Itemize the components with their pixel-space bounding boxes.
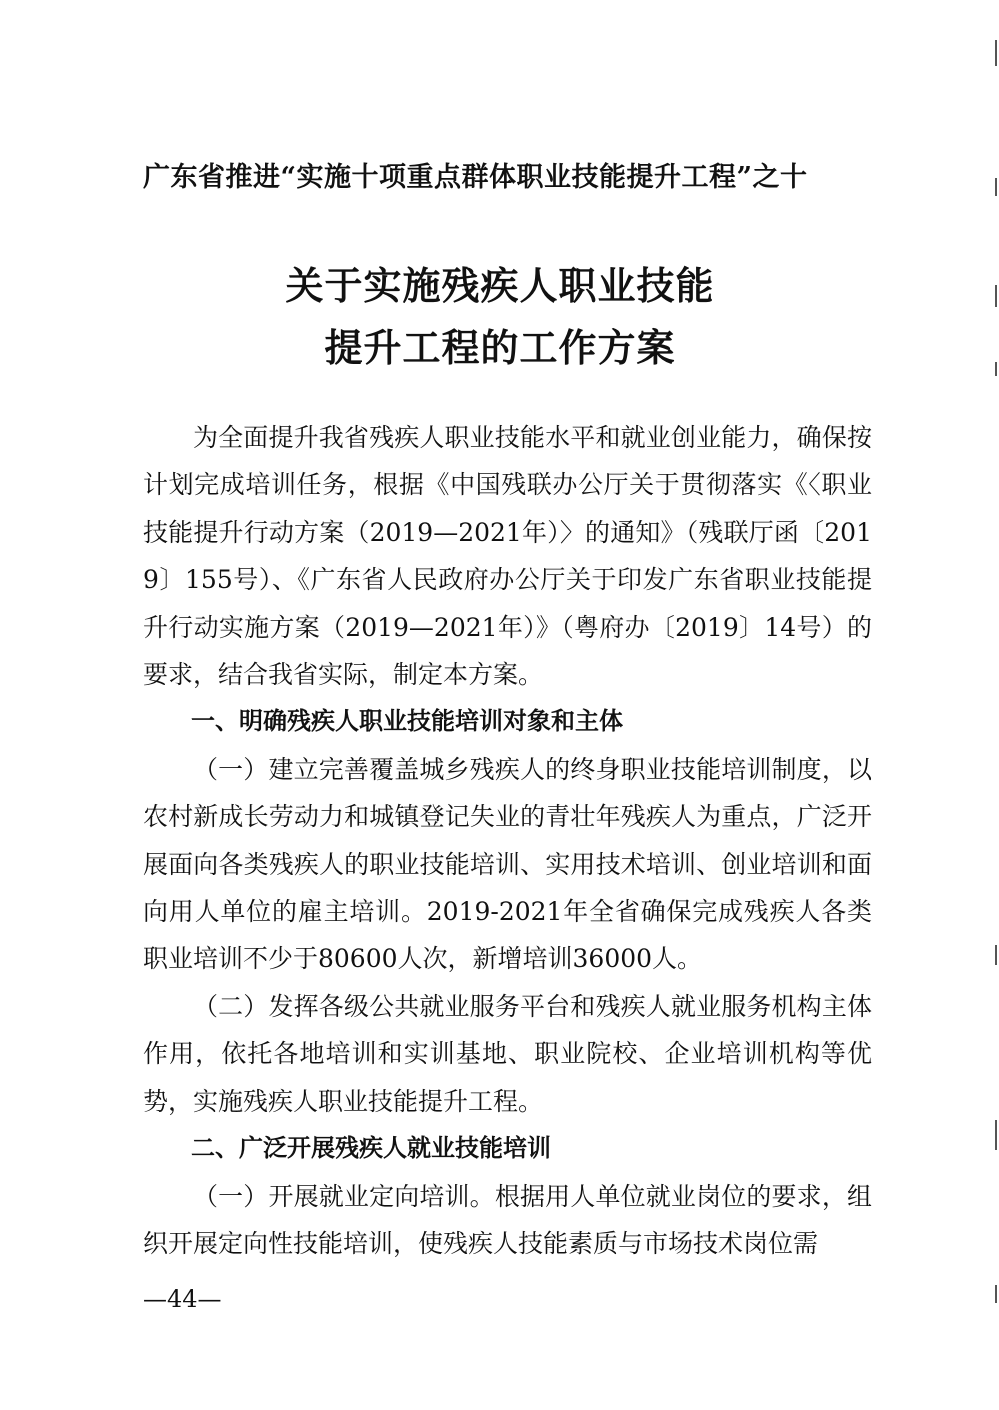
document-title bbox=[140, 255, 860, 379]
document-title-line-2: 提升工程的工作方案 bbox=[324, 325, 676, 370]
binding-edge-mark bbox=[995, 40, 997, 66]
section-1-heading: 一、明确残疾人职业技能培训对象和主体 bbox=[191, 707, 623, 736]
intro-paragraph: 为全面提升我省残疾人职业技能水平和就业创业能力，确保按计划完成培训任务，根据《中国残联办公厅关于贯彻落实《〈职业技能提升行动方案（2019—2021年）〉的通知》（残联厅函〔2019〕155号）、《广东省人民政府办公厅关于印发广东省职业技能提升行动实施方案（2019—2021年）》（粤府办〔2019〕14号）的要求，结合我省实际，制定本方案。 bbox=[143, 423, 872, 690]
binding-edge-mark bbox=[995, 285, 997, 307]
document-body bbox=[143, 414, 872, 1267]
binding-edge-mark bbox=[995, 178, 997, 196]
section-2-heading: 二、广泛开展残疾人就业技能培训 bbox=[191, 1134, 551, 1163]
series-title: 广东省推进“实施十项重点群体职业技能提升工程”之十 bbox=[143, 162, 808, 193]
section-1-item-2: （二）发挥各级公共就业服务平台和残疾人就业服务机构主体作用，依托各地培训和实训基地、职业院校、企业培训机构等优势，实施残疾人职业技能提升工程。 bbox=[143, 991, 872, 1116]
section-2-item-1: （一）开展就业定向培训。根据用人单位就业岗位的要求，组织开展定向性技能培训，使残疾人技能素质与市场技术岗位需 bbox=[143, 1181, 872, 1258]
binding-edge-mark bbox=[995, 1120, 997, 1150]
document-title-line-1: 关于实施残疾人职业技能 bbox=[285, 263, 715, 308]
binding-edge-mark bbox=[995, 1285, 997, 1303]
binding-edge-mark bbox=[995, 362, 997, 376]
binding-edge-mark bbox=[995, 945, 997, 965]
section-1-item-1: （一）建立完善覆盖城乡残疾人的终身职业技能培训制度，以农村新成长劳动力和城镇登记失业的青壮年残疾人为重点，广泛开展面向各类残疾人的职业技能培训、实用技术培训、创业培训和面向用人单位的雇主培训。2019-2021年全省确保完成残疾人各类职业培训不少于80600人次，新增培训36000人。 bbox=[143, 754, 872, 974]
page-number: —44— bbox=[143, 1285, 222, 1313]
